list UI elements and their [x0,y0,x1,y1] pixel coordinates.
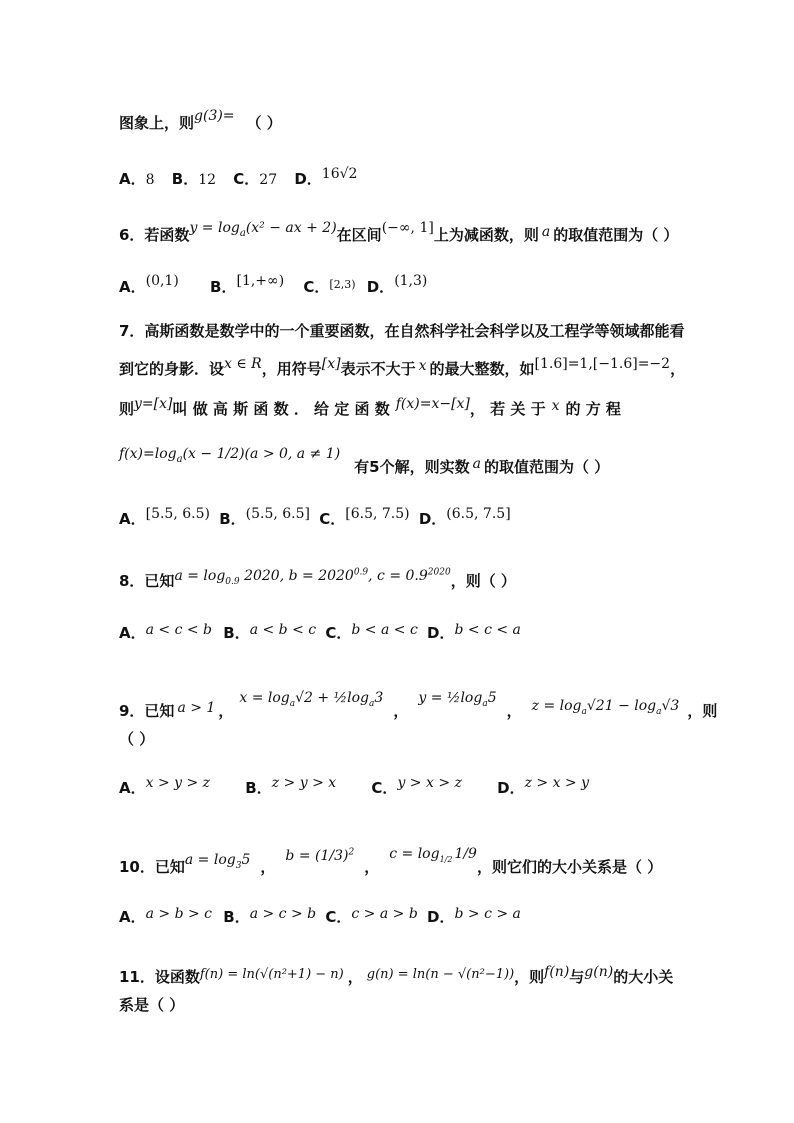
q9-stem: 9．已知 a > 1 ，$x = \log_a√2$ + $\frac{1}{2}\log_a3$，$y = \frac{1}{2}\log_a5$， $z = \log_a√21 - \log_a√3$ ，则 [119,690,718,720]
q9-options [119,777,601,798]
q8-option-b[interactable]: B．a < b < c [223,622,317,642]
q10-stem: 10．已知$a = \log_35$ ，$b = (1/3)^2$，$c = \log_{1/2} 1/9$，则它们的大小关系是（ ） [119,846,663,876]
math-g3: g(3)= [194,108,235,124]
q7-option-d[interactable]: D．(6.5, 7.5] [418,506,511,528]
q7-stem-line3: 则y=[x]叫 做 高 斯 函 数 ． 给 定 函 数 f(x)=x−[x]， 若 关 于 x 的 方 程 [119,396,621,418]
q6-option-b[interactable]: B．[1,+∞) [210,273,285,296]
q10-option-b[interactable]: B．a > c > b [223,906,317,926]
q10-option-c[interactable]: C．c > a > b [325,906,418,926]
answer-bracket: （ ） [246,114,282,132]
q6-options [119,273,439,297]
q6-option-a[interactable]: A．(0,1) [119,273,179,296]
text: 图象上，则 [119,114,195,132]
q8-option-d[interactable]: D．b < c < a [427,622,521,642]
q5-option-d[interactable]: D．16√2 [294,166,358,188]
q7-stem-line2: 到它的身影．设x ∈ R，用符号[x]表示不大于 x 的最大整数，如[1.6]=1,[−1.6]=−2， [119,356,686,378]
q5-option-c[interactable]: C．27 [233,170,278,188]
q7-stem-line1: 7．高斯函数是数学中的一个重要函数，在自然科学社会科学以及工程学等领域都能看 [119,322,685,340]
q7-stem-line4: $f(x)=\log_a(x - 1/2)(a > 0$, a ≠ 1)有5个解，则实数 a 的取值范围为（ ） [119,446,610,476]
q8-stem: 8．已知$a = \log_{0.9} 2020$, $b = 2020^{0.9}$, $c = 0.9^{2020}$，则（ ） [119,567,516,590]
q7-option-a[interactable]: A．[5.5, 6.5) [119,506,210,528]
q11-stem-line1: 11．设函数f(n) = ln(√(n²+1) − n) ， g(n) = ln(n − √(n²−1))，则f(n)与g(n)的大小关 [119,964,674,986]
q8-option-c[interactable]: C．b < a < c [325,622,418,642]
q5-stem-tail [119,108,282,133]
q10-option-a[interactable]: A．a > b > c [119,906,213,926]
q8-option-a[interactable]: A．a < c < b [119,622,213,642]
q6-option-c[interactable]: C．$^{[2,3)}$ [303,278,356,296]
q9-bracket: （ ） [119,730,155,748]
q7-option-c[interactable]: C．[6.5, 7.5) [319,506,410,528]
q11-stem-line2: 系是（ ） [119,996,185,1014]
q7-option-b[interactable]: B．(5.5, 6.5] [219,506,310,528]
q6-stem: 6．若函数$y = \log_a(x^2$ − ax + 2)在区间(−∞, 1]上为减函数，则 a 的取值范围为（ ） [119,220,679,244]
q5-option-b[interactable]: B．12 [171,170,217,188]
q9-option-a[interactable]: A．x > y > z [119,775,211,797]
q9-option-d[interactable]: D．z > x > y [497,775,590,797]
q9-option-c[interactable]: C．y > x > z [371,775,462,797]
q5-option-a[interactable]: A．8 [119,170,155,188]
q10-option-d[interactable]: D．b > c > a [427,906,521,926]
q6-option-d[interactable]: D．(1,3) [366,273,428,296]
q9-option-b[interactable]: B．z > y > x [245,775,337,797]
q7-options [119,508,523,529]
q8-options [119,622,533,643]
q5-options [119,168,369,189]
q10-options [119,906,533,927]
